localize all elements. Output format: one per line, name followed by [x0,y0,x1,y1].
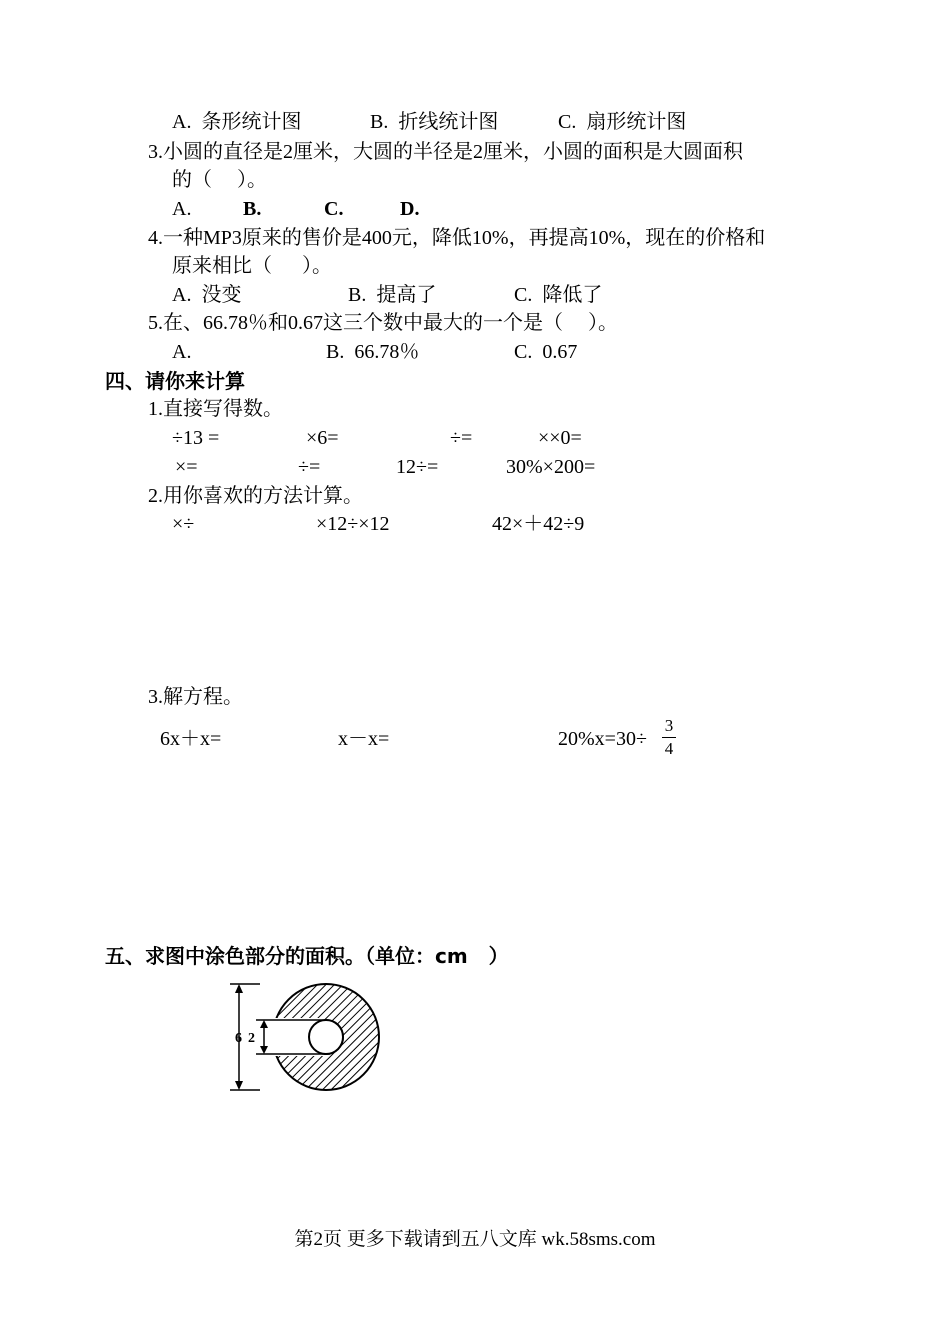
q3-text-line1: 3.小圆的直径是2厘米，大圆的半径是2厘米，小圆的面积是大圆面积 [148,141,743,163]
q5-option-b: B. 66.78％ [326,341,420,363]
q2-option-a: A. 条形统计图 [172,111,302,133]
calc-row1-item1: ÷13 = [172,427,220,449]
outer-arrow-up [235,984,243,993]
ring-figure [226,982,386,1100]
outer-diameter-label: 6 [235,1031,242,1046]
fraction-bar [662,737,676,738]
page-footer: 第2页 更多下载请到五八文库 wk.58sms.com [294,1229,656,1250]
equation-item1: 6x＋x= [160,728,222,750]
equation-item3: 20%x=30÷ [558,728,647,750]
equation-item2: x－x= [338,728,390,750]
q2-option-b: B. 折线统计图 [370,111,499,133]
section4-part1-title: 1.直接写得数。 [148,398,283,420]
fraction [662,716,676,759]
calc-row1-item3: ÷= [450,427,473,449]
q4-option-c: C. 降低了 [514,284,603,306]
fraction-numerator: 3 [664,716,674,735]
method-calc-item1: ×÷ [172,513,195,535]
q3-option-b: B. [243,198,262,220]
q3-option-d: D. [400,198,420,220]
fraction-denominator: 4 [664,739,674,758]
q5-text-line1: 5.在、66.78％和0.67这三个数中最大的一个是（ ）。 [148,312,618,334]
q4-text-line1: 4.一种MP3原来的售价是400元，降低10%，再提高10%，现在的价格和 [148,227,766,249]
calc-row2-item2: ÷= [298,456,321,478]
section5-heading: 五、求图中涂色部分的面积。（单位：cm ） [105,944,509,968]
q2-option-c: C. 扇形统计图 [558,111,687,133]
section4-part3-title: 3.解方程。 [148,686,243,708]
q4-option-a: A. 没变 [172,284,242,306]
inner-diameter-label: 2 [248,1031,255,1046]
calc-row2-item3: 12÷= [396,456,439,478]
method-calc-item3: 42×＋42÷9 [492,513,585,535]
q3-option-c: C. [324,198,344,220]
q5-option-a: A. [172,341,192,363]
method-calc-item2: ×12÷×12 [316,513,390,535]
ring-diagram [226,982,386,1094]
section4-part2-title: 2.用你喜欢的方法计算。 [148,485,363,507]
outer-arrow-down [235,1081,243,1090]
q3-text-line2: 的（ ）。 [172,169,267,191]
calc-row1-item2: ×6= [306,427,339,449]
calc-row1-item4: ××0= [538,427,582,449]
q5-option-c: C. 0.67 [514,341,578,363]
calc-row2-item4: 30%×200= [506,456,596,478]
calc-row2-item1: ×= [175,456,198,478]
q3-option-a: A. [172,198,192,220]
inner-circle-outline [309,1020,343,1054]
q4-text-line2: 原来相比（ ）。 [172,255,332,277]
section4-heading: 四、请你来计算 [105,369,245,393]
q4-option-b: B. 提高了 [348,284,437,306]
